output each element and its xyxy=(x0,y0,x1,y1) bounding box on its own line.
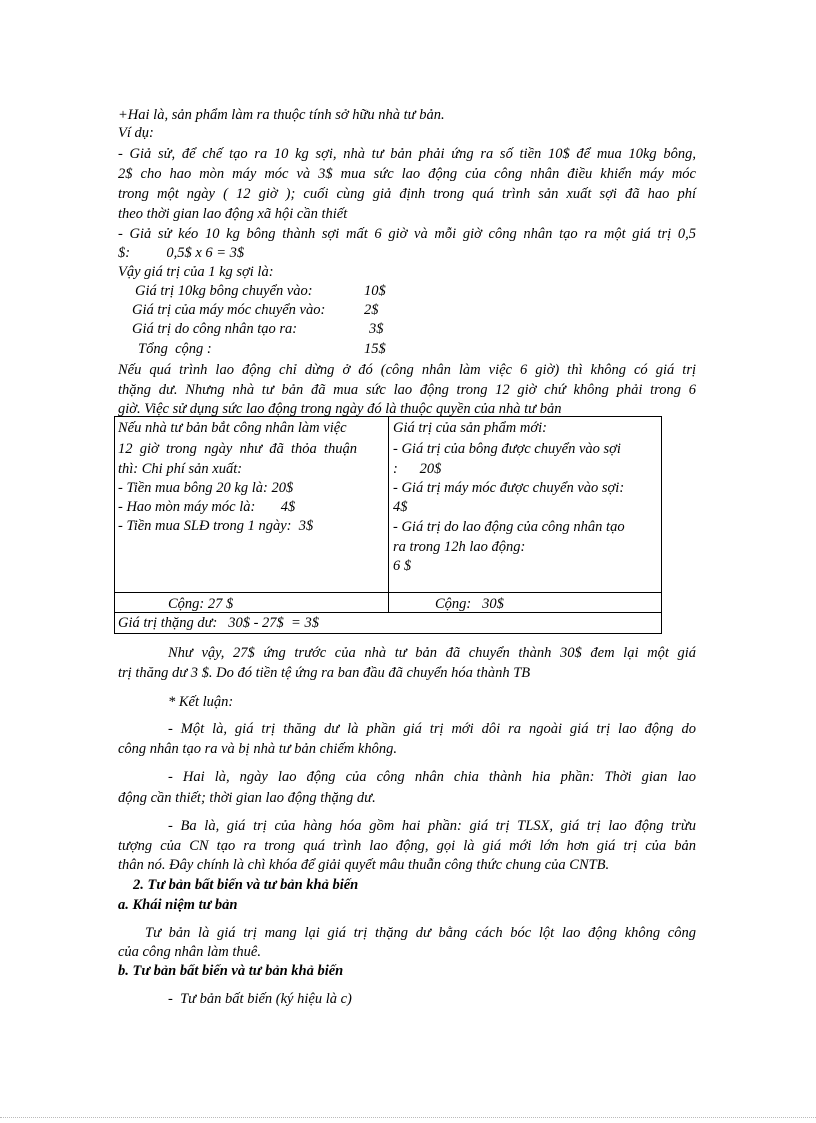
table-column-divider xyxy=(388,416,389,612)
table-left-line-5: - Hao mòn máy móc là: 4$ xyxy=(118,499,296,515)
intro-line-1: +Hai là, sản phẩm làm ra thuộc tính sở hữu nhà tư bản. xyxy=(118,107,445,123)
conclusion-p3-line-1: - Ba là, giá trị của hàng hóa gồm hai phần: giá trị TLSX, giá trị lao động trừu xyxy=(168,818,696,834)
table-left-line-1: Nếu nhà tư bản bắt công nhân làm việc xyxy=(118,420,347,436)
table-left-line-4: - Tiền mua bông 20 kg là: 20$ xyxy=(118,480,294,496)
conclusion-p1-line-1: - Một là, giá trị thăng dư là phần giá trị mới dôi ra ngoài giá trị lao động do xyxy=(168,721,696,737)
section-2b-heading: b. Tư bản bất biến và tư bản khả biến xyxy=(118,963,344,979)
table-right-line-8: 6 $ xyxy=(393,558,412,574)
breakdown-value-1: 10$ xyxy=(364,283,386,299)
conclusion-p3-line-3: thân nó. Đây chính là chì khóa để giải quyết mâu thuẫn công thức chung của CNTB. xyxy=(118,857,610,873)
table-total-divider xyxy=(114,592,661,593)
table-left-total: Cộng: 27 $ xyxy=(168,596,234,612)
conclusion-p2-line-1: - Hai là, ngày lao động của công nhân chia thành hia phần: Thời gian lao xyxy=(168,769,696,785)
breakdown-value-3: 3$ xyxy=(369,321,384,337)
breakdown-label-4: Tổng cộng : xyxy=(138,341,212,357)
intro-line-8: $: 0,5$ x 6 = 3$ xyxy=(118,245,245,261)
section-2a-line-1: Tư bản là giá trị mang lại giá trị thặng dư bằng cách bóc lột lao động không công xyxy=(145,925,696,941)
table-right-total: Cộng: 30$ xyxy=(435,596,504,612)
intro-line-9: Vậy giá trị của 1 kg sợi là: xyxy=(118,264,274,280)
table-right-line-1: Giá trị của sản phẩm mới: xyxy=(393,420,547,436)
table-left-line-6: - Tiền mua SLĐ trong 1 ngày: 3$ xyxy=(118,518,314,534)
conclusion-p2-line-2: động cần thiết; thời gian lao động thặng dư. xyxy=(118,790,376,806)
table-right-line-5: 4$ xyxy=(393,499,408,515)
intro-line-5: trong một ngày ( 12 giờ ); cuối cùng giả định trong quá trình sản xuất sợi đã hao phí xyxy=(118,186,696,202)
breakdown-value-2: 2$ xyxy=(364,302,379,318)
breakdown-label-3: Giá trị do công nhân tạo ra: xyxy=(132,321,298,337)
section-2-heading: 2. Tư bản bất biến và tư bản khả biến xyxy=(133,877,359,893)
page-bottom-border xyxy=(0,1117,816,1118)
para3-line-2: trị thăng dư 3 $. Do đó tiền tệ ứng ra ban đầu đã chuyển hóa thành TB xyxy=(118,665,531,681)
intro-line-2: Ví dụ: xyxy=(118,125,154,141)
conclusion-p3-line-2: tượng của CN tạo ra trong quá trình lao động, gọi là giá mới lớn hơn giá trị của bản xyxy=(118,838,696,854)
breakdown-value-4: 15$ xyxy=(364,341,386,357)
intro-line-7: - Giả sử kéo 10 kg bông thành sợi mất 6 giờ và mỗi giờ công nhân tạo ra một giá trị 0,5 xyxy=(118,226,696,242)
table-left-line-2: 12 giờ trong ngày như đã thỏa thuận xyxy=(118,441,358,457)
table-surplus: Giá trị thặng dư: 30$ - 27$ = 3$ xyxy=(118,615,319,631)
para2-line-1: Nếu quá trình lao động chỉ dừng ở đó (công nhân làm việc 6 giờ) thì không có giá trị xyxy=(118,362,696,378)
breakdown-label-1: Giá trị 10kg bông chuyển vào: xyxy=(135,283,313,299)
table-right-line-6: - Giá trị do lao động của công nhân tạo xyxy=(393,519,625,535)
para2-line-3: giờ. Việc sử dụng sức lao động trong ngày đó là thuộc quyền của nhà tư bản xyxy=(118,401,562,417)
table-left-line-3: thì: Chi phí sản xuất: xyxy=(118,461,243,477)
intro-line-3: - Giả sử, để chế tạo ra 10 kg sợi, nhà tư bản phải ứng ra số tiền 10$ để mua 10kg bông, xyxy=(118,146,696,162)
para2-line-2: thặng dư. Nhưng nhà tư bản đã mua sức lao động trong 12 giờ chứ không phải trong 6 xyxy=(118,382,696,398)
table-right-line-2: - Giá trị của bông được chuyển vào sợi xyxy=(393,441,621,457)
para3-line-1: Như vậy, 27$ ứng trước của nhà tư bản đã chuyển thành 30$ đem lại một giá xyxy=(168,645,696,661)
intro-line-6: theo thời gian lao động xã hội cần thiết xyxy=(118,206,348,222)
conclusion-p1-line-2: công nhân tạo ra và bị nhà tư bản chiếm không. xyxy=(118,741,397,757)
table-right-line-4: - Giá trị máy móc được chuyển vào sợi: xyxy=(393,480,625,496)
section-2a-line-2: của công nhân làm thuê. xyxy=(118,944,261,960)
section-2b-line-1: - Tư bản bất biến (ký hiệu là c) xyxy=(168,991,352,1007)
section-2a-heading: a. Khái niệm tư bản xyxy=(118,897,238,913)
table-right-line-7: ra trong 12h lao động: xyxy=(393,539,526,555)
table-right-line-3: : 20$ xyxy=(393,461,442,477)
breakdown-label-2: Giá trị của máy móc chuyển vào: xyxy=(132,302,326,318)
intro-line-4: 2$ cho hao mòn máy móc và 3$ mua sức lao động của công nhân điều khiển máy móc xyxy=(118,166,696,182)
conclusion-heading: * Kết luận: xyxy=(168,694,234,710)
